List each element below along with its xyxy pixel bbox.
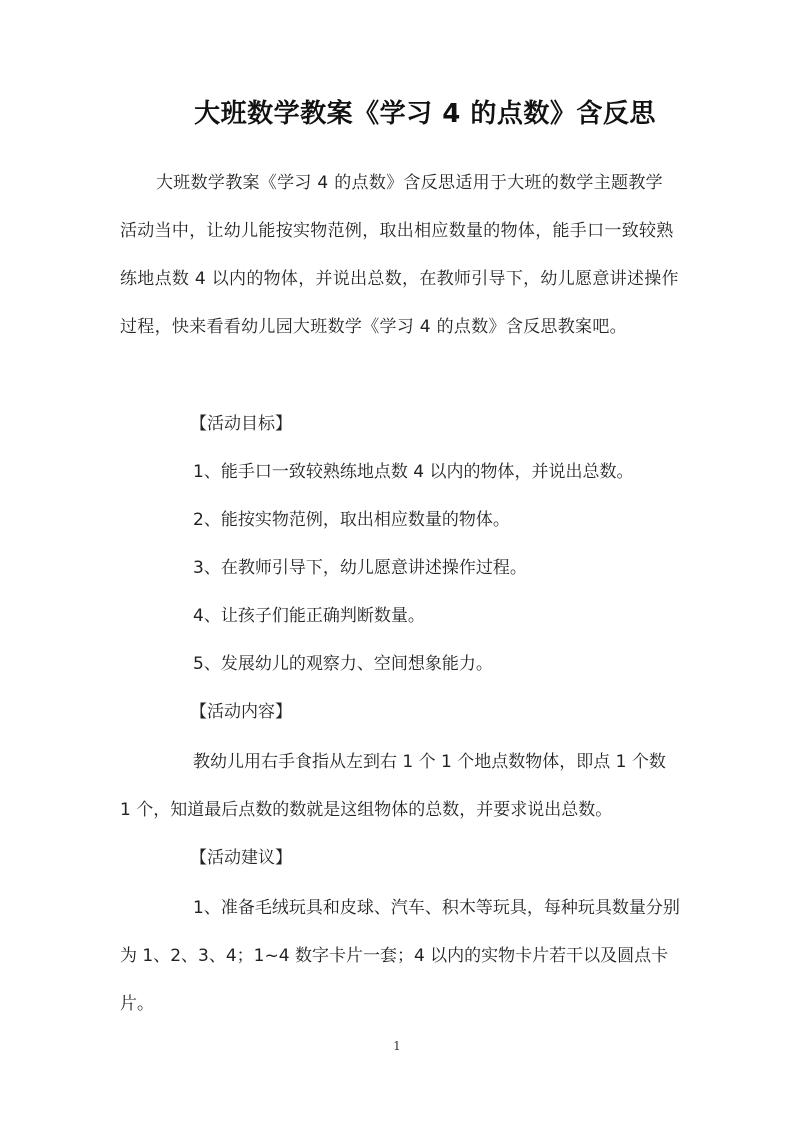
suggestions-heading: 【活动建议】 [190, 848, 292, 868]
page-number: 1 [393, 1039, 401, 1053]
goal-item-1: 1、能手口一致较熟练地点数 4 以内的物体，并说出总数。 [193, 462, 634, 482]
intro-paragraph: 大班数学教案《学习 4 的点数》含反思适用于大班的数学主题教学活动当中，让幼儿能按实物范例，取出相应数量的物体，能手口一致较熟练地点数 4 以内的物体，并说出总数，在教师引导下，幼儿愿意讲述操作过程，快来看看幼儿园大班数学《学习 4 的点数》含反思教案吧。 [120, 173, 679, 337]
document-title: 大班数学教案《学习 4 的点数》含反思 [194, 99, 656, 129]
goals-heading: 【活动目标】 [190, 414, 292, 434]
goal-item-2: 2、能按实物范例，取出相应数量的物体。 [193, 510, 510, 530]
content-paragraph: 教幼儿用右手食指从左到右 1 个 1 个地点数物体，即点 1 个数 1 个，知道最后点数的数就是这组物体的总数，并要求说出总数。 [120, 752, 666, 820]
suggestion-item-1: 1、准备毛绒玩具和皮球、汽车、积木等玩具，每种玩具数量分别为 1、2、3、4；1~4 数字卡片一套；4 以内的实物卡片若干以及圆点卡片。 [120, 898, 680, 1014]
goal-item-5: 5、发展幼儿的观察力、空间想象能力。 [193, 654, 493, 674]
content-heading: 【活动内容】 [190, 702, 292, 722]
goal-item-3: 3、在教师引导下，幼儿愿意讲述操作过程。 [193, 558, 527, 578]
goal-item-4: 4、让孩子们能正确判断数量。 [193, 606, 425, 626]
